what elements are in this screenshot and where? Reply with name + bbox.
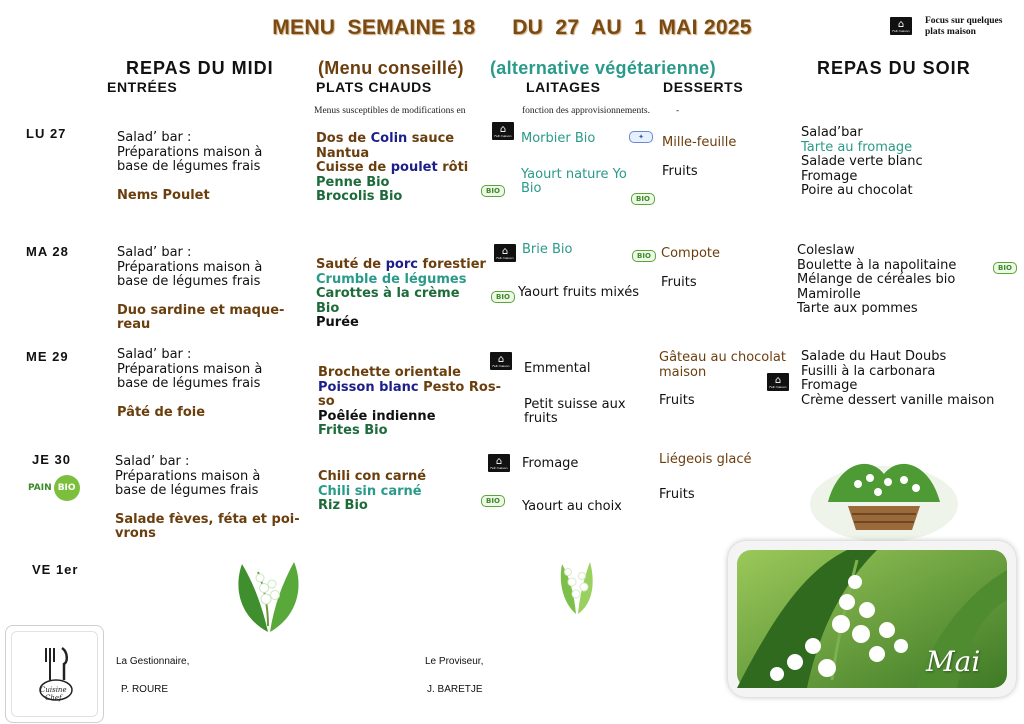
thursday-entrees: Salad’ bar : Préparations maison à base de légumes frais Salade fèves, féta et poi- vrons — [115, 454, 300, 541]
proviseur-name: J. BARETJE — [427, 684, 483, 695]
vegetarian-alternative-label: (alternative végétarienne) — [490, 58, 716, 78]
home-made-icon: ⌂ Fait maison — [767, 373, 789, 391]
day-label-wednesday: ME 29 — [26, 349, 69, 364]
bio-badge: BIO — [481, 185, 505, 197]
tuesday-laitage-alt: Yaourt fruits mixés — [518, 285, 639, 300]
notice-dash: - — [676, 106, 680, 116]
cuisine-chef-logo: Cuisine Chef — [5, 625, 104, 723]
page-title — [0, 16, 1024, 40]
wednesday-dinner: Salade du Haut Doubs Fusilli à la carbonara Fromage Crème dessert vanille maison — [801, 349, 995, 408]
recommended-menu-label: (Menu conseillé) — [318, 58, 464, 78]
focus-legend: Focus sur quelques plats maison — [925, 16, 1003, 37]
thursday-laitages: Fromage Yaourt au choix — [522, 456, 622, 514]
bio-badge: BIO — [632, 250, 656, 262]
lily-of-the-valley-image — [228, 556, 308, 634]
day-label-monday: LU 27 — [26, 126, 67, 141]
wednesday-entrees: Salad’ bar : Préparations maison à base de légumes frais Pâté de foie — [117, 347, 263, 420]
proviseur-label: Le Proviseur, — [425, 656, 484, 667]
gestionnaire-name: P. ROURE — [121, 684, 169, 695]
title-dates: DU 27 AU 1 MAI 2025 — [512, 16, 752, 39]
bio-badge: BIO — [481, 495, 505, 507]
notice-part1: Menus susceptibles de modifications en — [314, 106, 466, 116]
tuesday-plats: Sauté de porc forestier Crumble de légumes Carottes à la crème Bio Purée — [316, 257, 486, 330]
monday-desserts: Mille-feuille Fruits — [662, 135, 737, 179]
tuesday-dinner: Coleslaw Boulette à la napolitaine Mélange de céréales bio Mamirolle Tarte aux pommes — [797, 243, 957, 316]
day-label-tuesday: MA 28 — [26, 244, 69, 259]
column-desserts: DESSERTS — [663, 79, 744, 95]
column-laitages: LAITAGES — [526, 79, 601, 95]
tuesday-entrees: Salad’ bar : Préparations maison à base de légumes frais Duo sardine et maque- reau — [117, 245, 285, 332]
home-made-icon: ⌂ Fait maison — [488, 454, 510, 472]
column-entrees: ENTRÉES — [107, 79, 178, 95]
lily-basket-image — [808, 444, 960, 542]
pain-bio-badge: PAIN BIO — [28, 475, 80, 501]
dinner-heading: REPAS DU SOIR — [817, 58, 971, 78]
bio-badge: BIO — [491, 291, 515, 303]
thursday-desserts: Liégeois glacé Fruits — [659, 452, 752, 502]
home-made-icon: ⌂ Fait maison — [492, 122, 514, 140]
bio-badge: BIO — [631, 193, 655, 205]
home-made-icon: ⌂ Fait maison — [494, 244, 516, 262]
thursday-plats: Chili con carné Chili sin carné Riz Bio — [318, 469, 427, 513]
monday-plats: Dos de Colin sauce Nantua Cuisse de poulet rôti Penne Bio Brocolis Bio — [316, 131, 469, 204]
lunch-heading: REPAS DU MIDI — [126, 58, 274, 78]
monday-entrees: Salad’ bar : Préparations maison à base de légumes frais Nems Poulet — [117, 130, 263, 203]
lily-of-the-valley-image — [544, 554, 608, 616]
column-plats: PLATS CHAUDS — [316, 79, 432, 95]
title-week: MENU SEMAINE 18 — [272, 16, 476, 39]
wednesday-plats: Brochette orientale Poisson blanc Pesto Ros- so Poêlée indienne Frites Bio — [318, 365, 501, 438]
home-made-icon: ⌂ Fait maison — [890, 17, 912, 35]
bio-badge: BIO — [993, 262, 1017, 274]
gestionnaire-label: La Gestionnaire, — [116, 656, 190, 667]
mai-picture-frame — [728, 541, 1016, 697]
monday-dinner: Salad’bar Tarte au fromage Salade verte blanc Fromage Poire au chocolat — [801, 125, 923, 198]
notice-part2: fonction des approvisionnements. — [522, 106, 650, 116]
day-label-friday: VE 1er — [32, 562, 79, 577]
home-made-icon: ⌂ Fait maison — [490, 352, 512, 370]
mai-label: Mai — [926, 645, 981, 678]
wednesday-desserts: Gâteau au chocolat maison Fruits — [659, 350, 786, 408]
tuesday-desserts: Compote Fruits — [661, 246, 720, 290]
monday-laitages: Morbier Bio Yaourt nature Yo Bio — [521, 131, 627, 196]
tuesday-laitages: Brie Bio — [522, 242, 573, 257]
local-badge: ✦ — [629, 131, 653, 143]
day-label-thursday: JE 30 — [32, 452, 71, 467]
wednesday-laitages: Emmental Petit suisse aux fruits — [524, 361, 626, 426]
